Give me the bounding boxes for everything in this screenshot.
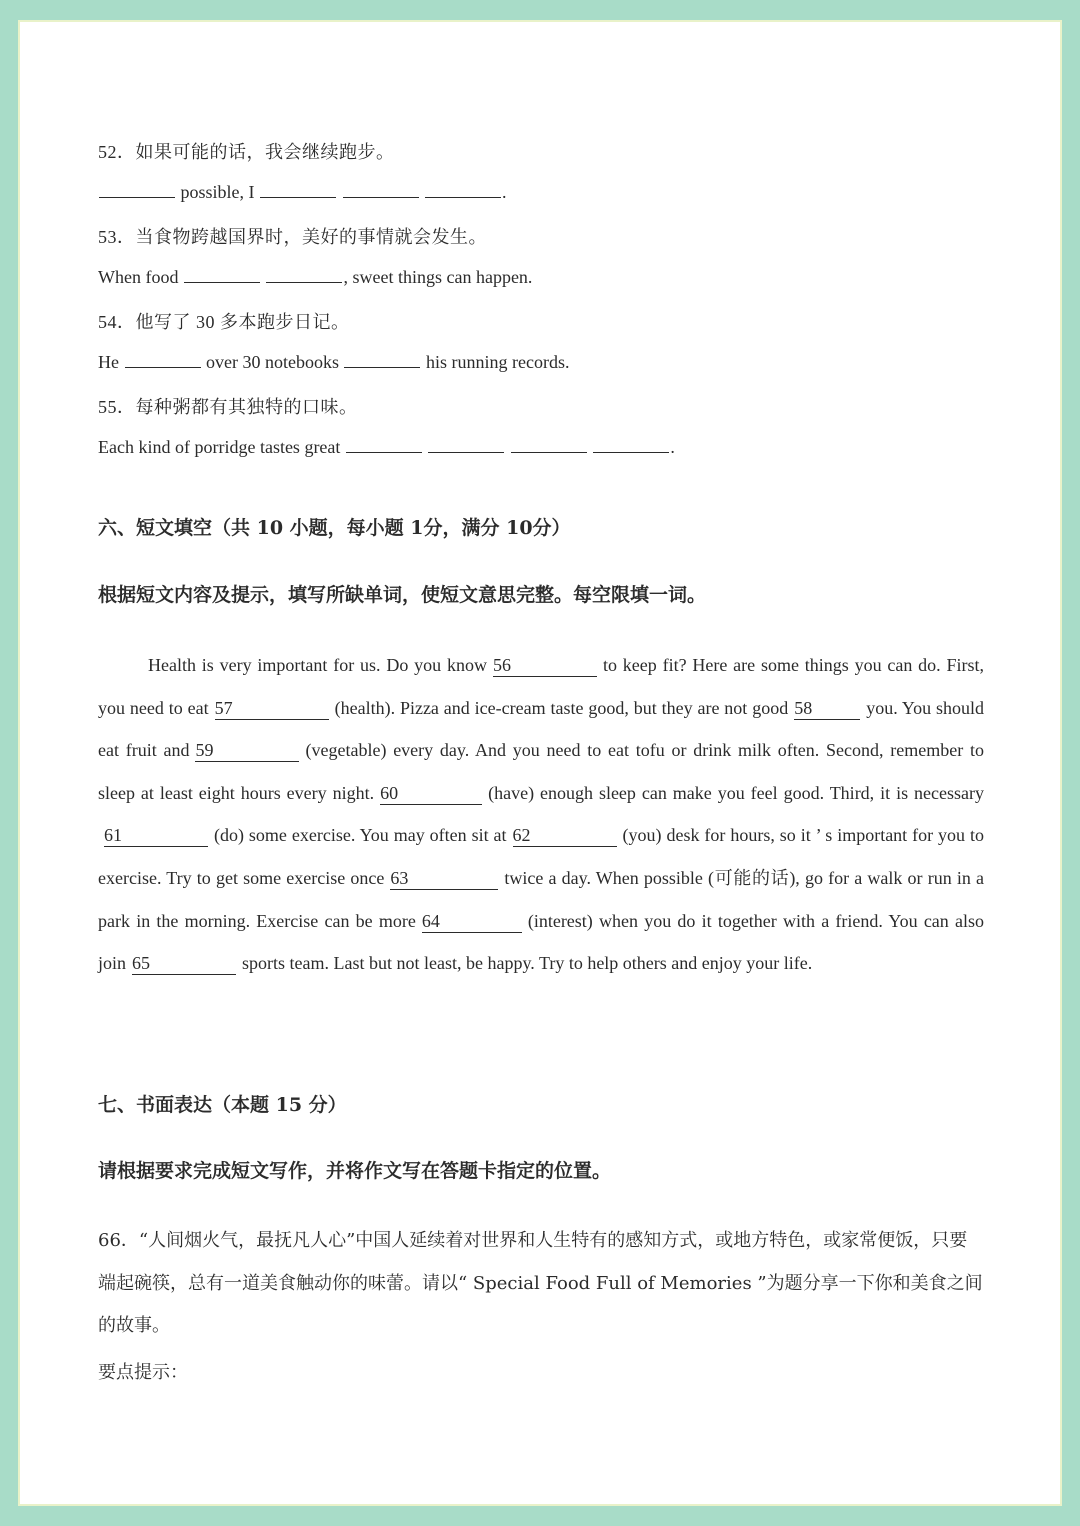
answer-blank[interactable] — [184, 268, 260, 283]
cloze-passage: Health is very important for us. Do you know 56 to keep fit? Here are some things you can do. First, you need to eat 57 (health). Pizza and ice-cream taste good, but they are not good 58 you. You should eat fruit and 59 (vegetable) every day. And you need to eat tofu or drink milk often. Second, remember to sleep at least eight hours every night. 60 (have) enough sleep can make you feel good. Third, it is necessary61 (do) some exercise. You may often sit at 62 (you) desk for hours, so it ’ s important for you to exercise. Try to get some exercise once 63 twice a day. When possible (可能的话), go for a walk or run in a park in the morning. Exercise can be more 64 (interest) when you do it together with a friend. You can also join 65 sports team. Last but not least, be happy. Try to help others and enjoy your life. — [98, 655, 985, 974]
q52-chinese: 52．如果可能的话，我会继续跑步。 — [98, 142, 395, 162]
tips-label: 要点提示： — [98, 1362, 188, 1383]
q55-english — [98, 437, 675, 458]
blank-62[interactable]: 62 — [513, 824, 617, 847]
answer-blank[interactable] — [425, 183, 501, 198]
blank-61[interactable]: 61 — [104, 824, 208, 847]
q53-chinese: 53．当食物跨越国界时，美好的事情就会发生。 — [98, 227, 487, 247]
section6-instruction: 根据短文内容及提示，填写所缺单词，使短文意思完整。每空限填一词。 — [98, 584, 707, 606]
blank-59[interactable]: 59 — [195, 739, 299, 762]
answer-blank[interactable] — [346, 438, 422, 453]
answer-blank[interactable] — [343, 183, 419, 198]
q55-end: . — [670, 437, 675, 457]
answer-blank[interactable] — [266, 268, 342, 283]
section7-instruction: 请根据要求完成短文写作，并将作文写在答题卡指定的位置。 — [98, 1160, 612, 1182]
answer-blank[interactable] — [344, 353, 420, 368]
q66-prompt: 66．“人间烟火气，最抚凡人心”中国人延续着对世界和人生特有的感知方式，或地方特色，或家常便饭，只要端起碗筷，总有一道美食触动你的味蕾。请以“ Special Food Full of Memories ”为题分享一下你和美食之间的故事。 — [98, 1230, 983, 1336]
answer-blank[interactable] — [125, 353, 201, 368]
q52-english — [98, 182, 507, 203]
q54-end: his running records. — [421, 352, 570, 372]
blank-63[interactable]: 63 — [390, 867, 498, 890]
q54-mid: over 30 notebooks — [201, 352, 344, 372]
q54-text: He — [98, 352, 124, 372]
blank-57[interactable]: 57 — [215, 697, 329, 720]
answer-blank[interactable] — [511, 438, 587, 453]
q53-english — [98, 267, 532, 288]
blank-56[interactable]: 56 — [493, 654, 597, 677]
answer-blank[interactable] — [593, 438, 669, 453]
q54-english — [98, 352, 569, 373]
q55-chinese: 55．每种粥都有其独特的口味。 — [98, 397, 358, 417]
answer-blank[interactable] — [99, 183, 175, 198]
blank-60[interactable]: 60 — [380, 782, 482, 805]
section6-title: 六、短文填空（共 10 小题，每小题 1分，满分 10分） — [98, 517, 571, 539]
q53-text: When food — [98, 267, 183, 287]
q53-end: , sweet things can happen. — [343, 267, 533, 287]
blank-58[interactable]: 58 — [794, 697, 860, 720]
answer-blank[interactable] — [260, 183, 336, 198]
section7-title: 七、书面表达（本题 15 分） — [98, 1094, 347, 1116]
q52-text: possible, I — [176, 182, 259, 202]
q54-chinese: 54．他写了 30 多本跑步日记。 — [98, 312, 350, 332]
answer-blank[interactable] — [428, 438, 504, 453]
q52-end: . — [502, 182, 507, 202]
q55-text: Each kind of porridge tastes great — [98, 437, 345, 457]
blank-65[interactable]: 65 — [132, 952, 236, 975]
blank-64[interactable]: 64 — [422, 910, 522, 933]
